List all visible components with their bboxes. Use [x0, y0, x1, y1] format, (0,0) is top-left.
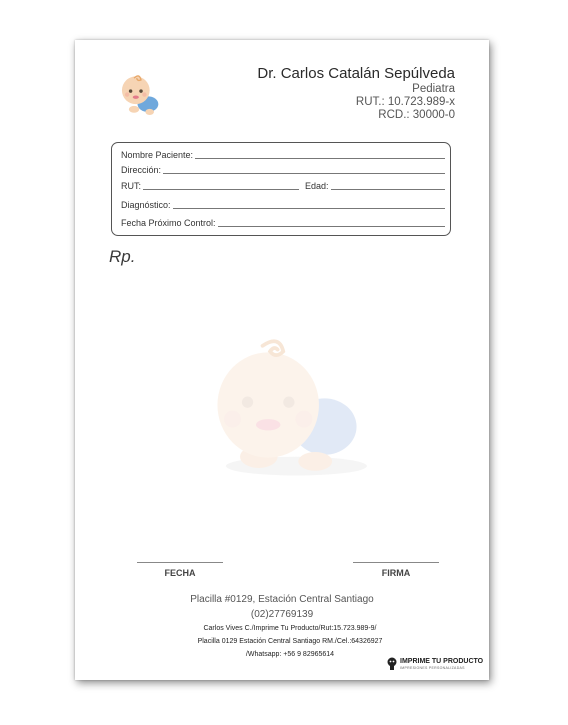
signature-line[interactable]	[353, 562, 439, 563]
patient-name-row[interactable]	[121, 149, 445, 161]
rp-label: Rp.	[109, 247, 136, 266]
footer-small-line-3: /Whatsapp: +56 9 82965614	[245, 651, 335, 658]
patient-name-label: Nombre Paciente:	[121, 150, 194, 160]
footer-small-line-1: Carlos Vives C./Imprime Tu Producto/Rut:15.723.989-9/	[203, 625, 377, 632]
rut-line[interactable]	[143, 189, 299, 190]
address-line[interactable]	[163, 173, 445, 174]
brand-name: IMPRIME TU PRODUCTO	[400, 657, 484, 665]
footer-phone: (02)27769139	[250, 609, 314, 620]
doctor-header	[257, 65, 455, 122]
doctor-specialty: Pediatra	[412, 83, 455, 95]
rut-age-row[interactable]	[121, 180, 445, 192]
address-label: Dirección:	[121, 165, 162, 175]
address-row[interactable]	[121, 164, 445, 176]
footer-small-line-2: Placilla 0129 Estación Central Santiago RM./Cel.:64326927	[197, 638, 383, 645]
diagnosis-row[interactable]	[121, 199, 445, 211]
lightbulb-icon	[387, 657, 397, 671]
age-line[interactable]	[331, 189, 445, 190]
footer-address: Placilla #0129, Estación Central Santiago	[190, 594, 374, 605]
date-signature-line[interactable]	[137, 562, 223, 563]
date-label: FECHA	[164, 568, 196, 578]
doctor-name: Dr. Carlos Catalán Sepúlveda	[257, 65, 455, 82]
diagnosis-line[interactable]	[173, 208, 445, 209]
baby-watermark-icon	[193, 315, 381, 495]
brand-logo	[387, 657, 483, 671]
next-control-label: Fecha Próximo Control:	[121, 218, 216, 228]
next-control-line[interactable]	[218, 226, 445, 227]
next-control-row[interactable]	[121, 217, 445, 229]
signature-label: FIRMA	[381, 568, 411, 578]
prescription-sheet	[75, 40, 489, 680]
diagnosis-label: Diagnóstico:	[121, 200, 171, 210]
brand-tagline: IMPRESIONES PERSONALIZADAS	[400, 665, 465, 670]
baby-logo-icon	[115, 66, 167, 118]
age-label: Edad:	[305, 181, 329, 191]
doctor-rut: RUT.: 10.723.989-x	[355, 96, 455, 108]
doctor-rcd: RCD.: 30000-0	[378, 109, 455, 121]
patient-form	[111, 142, 451, 236]
rut-label: RUT:	[121, 181, 141, 191]
patient-name-line[interactable]	[195, 158, 445, 159]
